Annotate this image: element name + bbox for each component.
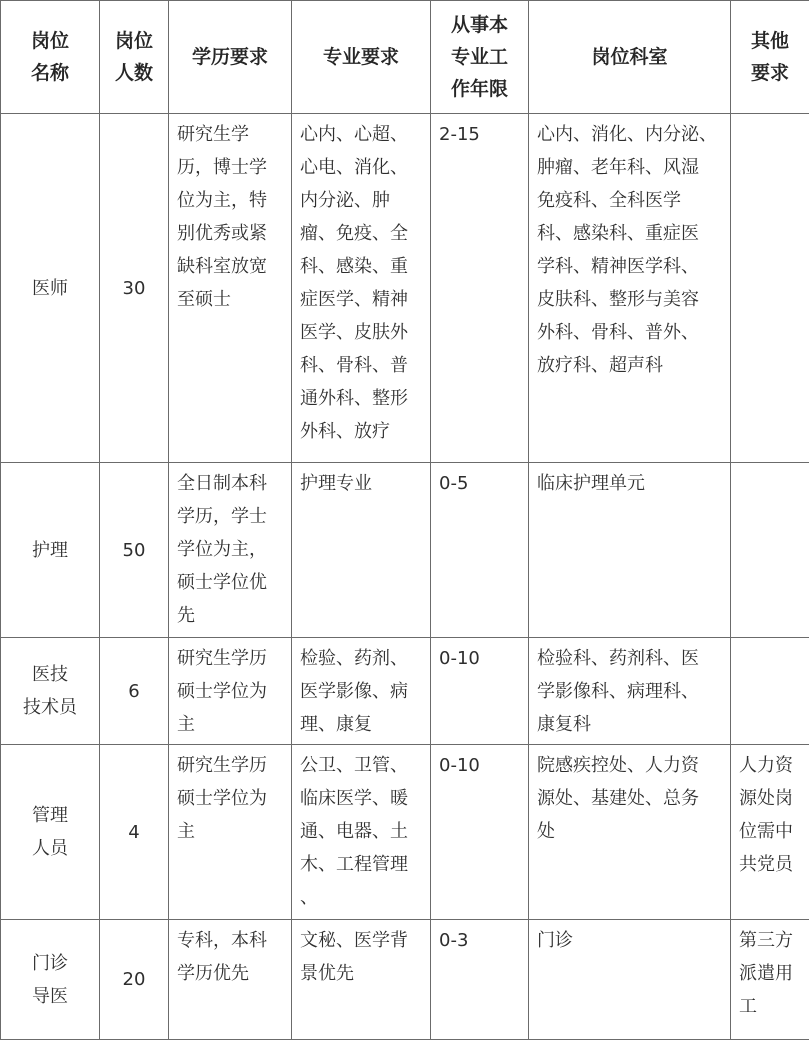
table-row (1, 463, 809, 638)
department-cell: 门诊 (529, 920, 731, 1040)
major-cell: 心内、心超、 心电、消化、 内分泌、肿 瘤、免疫、全 科、感染、重 症医学、精神 医学、皮肤外 科、骨科、普 通外科、整形 外科、放疗 (292, 114, 431, 463)
position-name-cell: 管理 人员 (1, 745, 100, 920)
headcount-cell: 20 (100, 920, 169, 1040)
table-row (1, 745, 809, 920)
position-name-cell: 护理 (1, 463, 100, 638)
table-row (1, 638, 809, 745)
other-requirements-cell (731, 463, 809, 638)
header-row (1, 1, 809, 114)
work-years-cell: 0-10 (431, 745, 529, 920)
position-name-cell: 门诊 导医 (1, 920, 100, 1040)
other-requirements-cell (731, 638, 809, 745)
department-cell: 心内、消化、内分泌、 肿瘤、老年科、风湿 免疫科、全科医学 科、感染科、重症医 学科、精神医学科、 皮肤科、整形与美容 外科、骨科、普外、 放疗科、超声科 (529, 114, 731, 463)
education-cell: 研究生学 历，博士学 位为主，特 别优秀或紧 缺科室放宽 至硕士 (169, 114, 292, 463)
headcount-cell: 50 (100, 463, 169, 638)
header-department: 岗位科室 (529, 1, 731, 114)
table-row (1, 920, 809, 1040)
other-requirements-cell: 第三方 派遣用 工 (731, 920, 809, 1040)
department-cell: 院感疾控处、人力资 源处、基建处、总务 处 (529, 745, 731, 920)
header-headcount: 岗位 人数 (100, 1, 169, 114)
work-years-cell: 0-10 (431, 638, 529, 745)
position-name-cell: 医技 技术员 (1, 638, 100, 745)
table-row (1, 114, 809, 463)
other-requirements-cell: 人力资 源处岗 位需中 共党员 (731, 745, 809, 920)
education-cell: 专科，本科 学历优先 (169, 920, 292, 1040)
work-years-cell: 0-5 (431, 463, 529, 638)
work-years-cell: 2-15 (431, 114, 529, 463)
header-work-years: 从事本 专业工 作年限 (431, 1, 529, 114)
major-cell: 公卫、卫管、 临床医学、暖 通、电器、土 木、工程管理 、 (292, 745, 431, 920)
education-cell: 全日制本科 学历，学士 学位为主， 硕士学位优 先 (169, 463, 292, 638)
headcount-cell: 6 (100, 638, 169, 745)
header-position-name: 岗位 名称 (1, 1, 100, 114)
major-cell: 检验、药剂、 医学影像、病 理、康复 (292, 638, 431, 745)
education-cell: 研究生学历 硕士学位为 主 (169, 745, 292, 920)
department-cell: 临床护理单元 (529, 463, 731, 638)
major-cell: 文秘、医学背 景优先 (292, 920, 431, 1040)
header-other-requirements: 其他 要求 (731, 1, 809, 114)
other-requirements-cell (731, 114, 809, 463)
header-major: 专业要求 (292, 1, 431, 114)
position-name-cell: 医师 (1, 114, 100, 463)
department-cell: 检验科、药剂科、医 学影像科、病理科、 康复科 (529, 638, 731, 745)
work-years-cell: 0-3 (431, 920, 529, 1040)
major-cell: 护理专业 (292, 463, 431, 638)
headcount-cell: 4 (100, 745, 169, 920)
header-education: 学历要求 (169, 1, 292, 114)
education-cell: 研究生学历 硕士学位为 主 (169, 638, 292, 745)
headcount-cell: 30 (100, 114, 169, 463)
